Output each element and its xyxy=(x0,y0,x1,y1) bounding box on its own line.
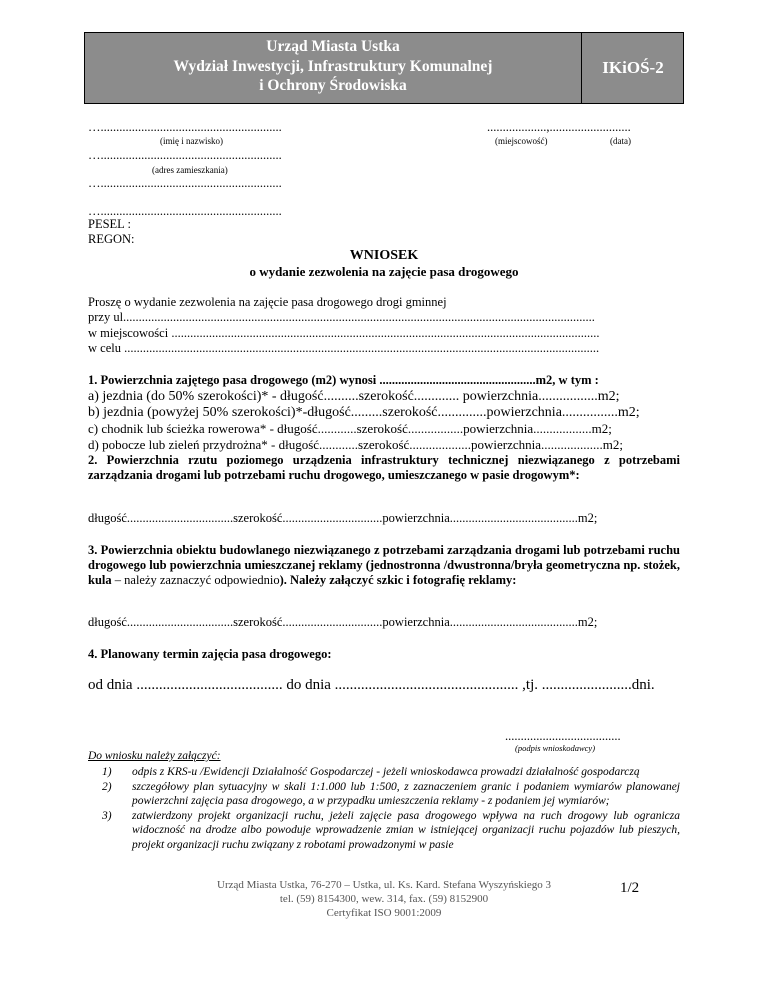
form-code: IKiOŚ-2 xyxy=(602,58,664,77)
section-1-row-d[interactable]: d) pobocze lub zieleń przydrożna* - długość............szerokość...................powierzchnia...................m2; xyxy=(88,437,624,452)
name-field[interactable]: ….......................................................... xyxy=(88,120,282,134)
street-field[interactable]: przy ul....................................................................................................................................................... xyxy=(88,310,595,324)
section-1-row-b[interactable]: b) jezdnia (powyżej 50% szerokości)*-długość.........szerokość..............powierzchnia................m2; xyxy=(88,405,640,420)
document-subtitle: o wydanie zezwolenia na zajęcie pasa drogowego xyxy=(249,264,519,279)
document-title: WNIOSEK xyxy=(349,248,419,263)
place-label: (miejscowość) xyxy=(495,136,548,146)
header-box xyxy=(84,32,684,104)
attachments-list xyxy=(88,765,680,852)
list-item: 3) zatwierdzony projekt organizacji ruchu, jeżeli zajęcie pasa drogowego wpływa na ruch drogowy lub ogranicza widoczność na drodze albo powoduje wprowadzenie zmian w istniejącej organizacji ruchu pojazdów lub pieszych, projekt organizacji ruchu związany z robotami prowadzonymi w pasie xyxy=(102,809,680,851)
office-line-1: Urząd Miasta Ustka xyxy=(266,38,400,55)
section-1-row-c[interactable]: c) chodnik lub ścieżka rowerowa* - długość............szerokość.................powierzchnia..................m2; xyxy=(88,421,612,436)
address-field-3[interactable]: ….......................................................... xyxy=(88,204,282,218)
intro-line-1: Proszę o wydanie zezwolenia na zajęcie pasa drogowego drogi gminnej xyxy=(88,295,447,309)
attachments-title: Do wniosku należy załączyć: xyxy=(88,750,221,762)
list-item: 2) szczegółowy plan sytuacyjny w skali 1:1.000 lub 1:500, z zaznaczeniem granic i podaniem wymiarów planowanej powierzchni zajęcia pasa drogowego, a w przypadku umieszczenia reklamy - z podaniem jej wymiarów; xyxy=(102,780,680,807)
name-label: (imię i nazwisko) xyxy=(160,136,223,146)
section-1-row-a[interactable]: a) jezdnia (do 50% szerokości)* - długość..........szerokość............. powierzchnia.................m2; xyxy=(88,389,620,404)
section-3-dimensions[interactable]: długość..................................szerokość................................powierzchnia.........................................m2; xyxy=(88,615,598,629)
section-3-heading-dash: – należy zaznaczyć odpowiednio xyxy=(114,573,280,587)
section-2-dimensions[interactable]: długość..................................szerokość................................powierzchnia.........................................m2; xyxy=(88,511,598,525)
footer xyxy=(0,878,768,920)
regon-label: REGON: xyxy=(88,232,135,246)
signature-label: (podpis wnioskodawcy) xyxy=(515,743,596,753)
office-line-2: Wydział Inwestycji, Infrastruktury Komunalnej xyxy=(173,57,493,75)
purpose-field[interactable]: w celu ........................................................................................................................................................ xyxy=(88,341,600,355)
locality-field[interactable]: w miejscowości ......................................................................................................................................... xyxy=(88,326,600,340)
section-3-heading xyxy=(88,543,680,588)
office-line-3: i Ochrony Środowiska xyxy=(259,77,407,94)
section-3-heading-b: ). Należy załączyć szkic i fotografię reklamy: xyxy=(279,573,517,587)
date-label: (data) xyxy=(610,136,631,146)
address-field-2[interactable]: ….......................................................... xyxy=(88,176,282,190)
section-4-heading: 4. Planowany termin zajęcia pasa drogowego: xyxy=(88,647,332,661)
footer-certificate: Certyfikat ISO 9001:2009 xyxy=(326,907,442,919)
list-item: 1) odpis z KRS-u /Ewidencji Działalność Gospodarczej - jeżeli wnioskodawca prowadzi działalność gospodarczą xyxy=(102,766,640,778)
footer-contact: tel. (59) 8154300, wew. 314, fax. (59) 8152900 xyxy=(279,893,489,905)
section-2-heading: 2. Powierzchnia rzutu poziomego urządzenia infrastruktury technicznej niezwiązanego z potrzebami zarządzania drogami lub potrzebami ruchu drogowego, umieszczanego w pasie drogowym*: xyxy=(88,453,680,482)
place-date-field[interactable]: ...................,.......................... xyxy=(487,120,631,134)
footer-address: Urząd Miasta Ustka, 76-270 – Ustka, ul. Ks. Kard. Stefana Wyszyńskiego 3 xyxy=(217,879,551,891)
signature-field[interactable]: ..................................... xyxy=(505,729,621,743)
address-label: (adres zamieszkania) xyxy=(152,165,228,175)
section-1-heading: 1. Powierzchnia zajętego pasa drogowego (m2) wynosi ..................................................m2, w tym : xyxy=(88,373,599,387)
office-name xyxy=(85,33,582,103)
page-number: 1/2 xyxy=(620,880,640,896)
address-field-1[interactable]: ….......................................................... xyxy=(88,148,282,162)
date-range-field[interactable]: od dnia ....................................... do dnia ................................................. ,tj. ........................dni. xyxy=(88,677,655,693)
section-3-heading-a: 3. Powierzchnia obiektu budowlanego niezwiązanego z potrzebami zarządzania drogami lub potrzebami ruchu drogowego lub powierzchnia umieszczanej reklamy (jednostronna /dwustronna/bryła geometryczna np. stożek, kula xyxy=(88,543,680,587)
pesel-label: PESEL : xyxy=(88,217,131,231)
